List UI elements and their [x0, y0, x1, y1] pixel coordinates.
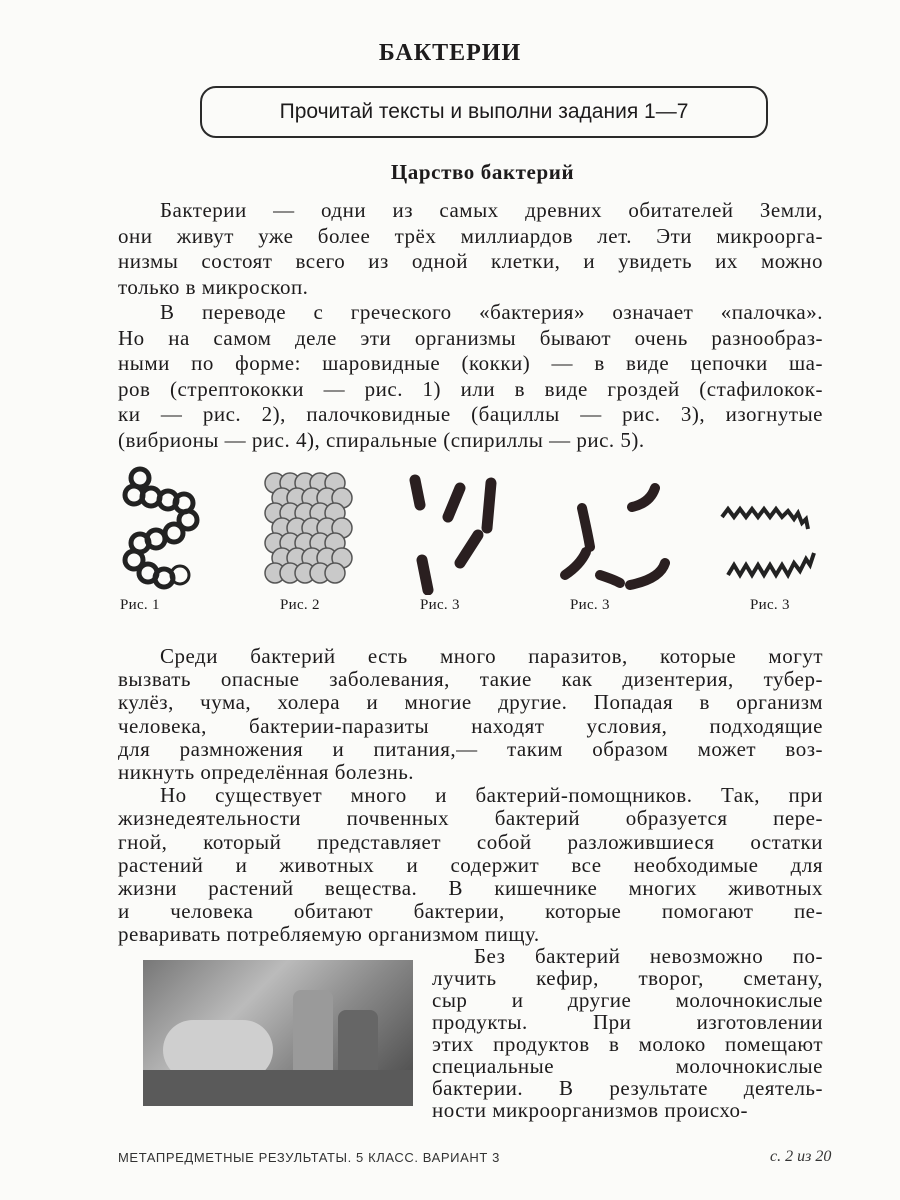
bacteria-figures — [110, 455, 830, 595]
text-line: низмы состоят всего из одной клетки, и увидеть их можно — [118, 249, 823, 273]
figure-caption: Рис. 3 — [750, 597, 790, 613]
text-line: сыр и другие молочнокислые — [432, 988, 823, 1012]
vibrio-curved-icon — [565, 488, 665, 585]
figure-caption: Рис. 1 — [120, 597, 160, 613]
text-side — [432, 945, 823, 1121]
paragraph — [432, 945, 823, 1121]
text-line: Без бактерий невозможно по- — [474, 944, 823, 968]
text-line: ности микроорганизмов происхо- — [432, 1098, 749, 1122]
streptococci-chain-icon — [125, 469, 197, 587]
section-subtitle: Царство бактерий — [390, 160, 575, 184]
instruction-box — [200, 86, 768, 138]
text-line: этих продуктов в молоко помещают — [432, 1032, 823, 1056]
text-top — [118, 198, 823, 453]
text-line: (вибрионы — рис. 4), спиральные (спириллы — рис. 5). — [118, 427, 645, 452]
figure-caption: Рис. 2 — [280, 597, 320, 613]
paragraph — [118, 300, 823, 453]
text-line: Среди бактерий есть много паразитов, которые могут — [160, 644, 823, 668]
bacilli-rods-icon — [415, 480, 491, 590]
text-line: специальные молочнокислые — [432, 1054, 823, 1078]
text-line: и человека обитают бактерии, которые помогают пе- — [118, 899, 823, 924]
text-line: продукты. При изготовлении — [432, 1010, 823, 1034]
figures-row — [110, 455, 830, 625]
spirilla-spiral-icon — [722, 509, 814, 575]
text-line: реваривать потребляемую организмом пищу. — [118, 922, 540, 947]
text-line: ки — рис. 2), палочковидные (бациллы — рис. 3), изогнутые — [118, 402, 823, 426]
text-line: они живут уже более трёх миллиардов лет. Эти микроорга- — [118, 223, 823, 248]
figure-caption: Рис. 3 — [570, 597, 610, 613]
paragraph — [118, 198, 823, 300]
staphylococci-cluster-icon — [265, 473, 352, 583]
text-mid — [118, 645, 823, 947]
text-line: Но на самом деле эти организмы бывают очень разнообраз- — [118, 325, 823, 350]
text-line: только в микроскоп. — [118, 274, 309, 299]
text-line: вызвать опасные заболевания, такие как дизентерия, тубер- — [118, 667, 823, 692]
text-line: Бактерии — одни из самых древних обитателей Земли, — [160, 198, 823, 222]
text-line: В переводе с греческого «бактерия» означает «палочка». — [160, 300, 823, 324]
text-line: кулёз, чума, холера и многие другие. Попадая в организм — [118, 690, 823, 715]
footer-left: МЕТАПРЕДМЕТНЫЕ РЕЗУЛЬТАТЫ. 5 КЛАСС. ВАРИАНТ 3 — [118, 1150, 500, 1165]
page-title: БАКТЕРИИ — [378, 40, 522, 66]
figure-caption: Рис. 3 — [420, 597, 460, 613]
text-line: жизни растений вещества. В кишечнике многих животных — [118, 876, 823, 901]
text-line: ными по форме: шаровидные (кокки) — в виде цепочки ша- — [118, 351, 823, 375]
paragraph — [118, 645, 823, 784]
text-line: жизнедеятельности почвенных бактерий образуется пере- — [118, 806, 823, 831]
text-line: человека, бактерии-паразиты находят условия, подходящие — [118, 713, 823, 738]
text-line: гной, который представляет собой разложившиеся остатки — [118, 829, 823, 854]
text-line: ров (стрептококки — рис. 1) или в виде гроздей (стафилокок- — [118, 376, 823, 401]
text-line: Но существует много и бактерий-помощников. Так, при — [160, 783, 823, 808]
text-line: растений и животных и содержит все необходимые для — [118, 852, 823, 877]
page-number: с. 2 из 20 — [770, 1148, 832, 1165]
paragraph — [118, 784, 823, 946]
text-line: бактерии. В результате деятель- — [432, 1076, 823, 1100]
coccus-cell — [325, 563, 345, 583]
text-line: для размножения и питания,— таким образом может воз- — [118, 736, 823, 761]
text-line: никнуть определённая болезнь. — [118, 760, 415, 785]
dairy-products-photo — [143, 960, 413, 1106]
text-line: лучить кефир, творог, сметану, — [432, 966, 823, 990]
instruction-text: Прочитай тексты и выполни задания 1—7 — [279, 100, 689, 123]
